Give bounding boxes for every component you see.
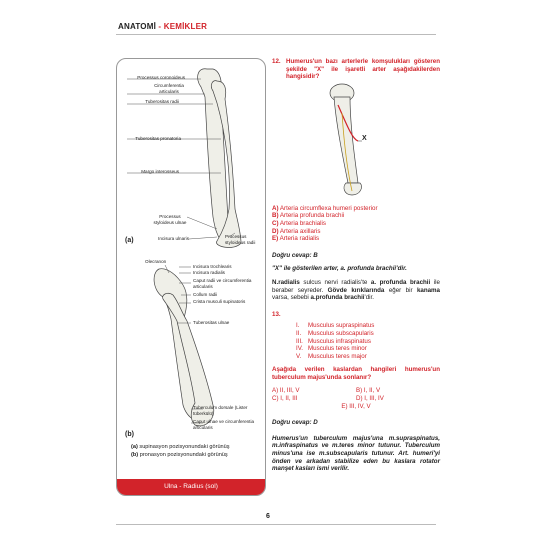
q12-option-e-text: Arteria radialis	[278, 235, 320, 243]
label-margo-interosseus: Margo interosseus	[141, 169, 179, 174]
label-styloideus-radii: Processus styloideus radii	[225, 234, 256, 245]
q12-options	[272, 205, 440, 243]
label-tuberositas-ulnae: Tuberositas ulnae	[193, 320, 230, 325]
q12-option-d[interactable]	[272, 228, 440, 236]
q13-item-1-text: Musculus supraspinatus	[308, 322, 375, 330]
q12-option-c-key: C)	[272, 219, 279, 227]
q13-item-4-num: IV.	[296, 345, 303, 353]
q13-item-5	[296, 353, 440, 361]
q12-option-c-text: Arteria brachialis	[278, 219, 326, 227]
q13-item-2-text: Musculus subscapularis	[308, 329, 374, 337]
figure-legend	[131, 443, 230, 459]
label-incisura-ulnaris: Incisura ulnaris	[158, 236, 189, 241]
q12-option-d-text: Arteria axillaris	[278, 227, 321, 235]
header-subtitle: KEMİKLER	[163, 22, 208, 31]
footer-divider	[116, 524, 436, 525]
header-title: ANATOMİ	[118, 22, 156, 31]
q13-item-4-text: Musculus teres minor	[308, 345, 367, 353]
expl-part4: ile beraber seyreder.	[272, 278, 440, 294]
q13-item-3	[296, 338, 440, 346]
label-crista-supinatoris: Crista musculi supinatoris	[193, 299, 246, 304]
legend-a	[131, 443, 230, 451]
q12-number: 12.	[272, 58, 281, 65]
q13-item-3-text: Musculus infraspinatus	[308, 337, 371, 345]
q13-question	[272, 366, 440, 381]
ulna-radius-figure	[116, 58, 266, 496]
q12-option-d-key: D)	[272, 227, 279, 235]
label-caput-radii: Caput radii ve circumferentia articularis	[193, 278, 252, 289]
q13-explanation: Humerus'un tuberculum majus'una m.supraspinatus, m.infraspinatus ve m.teres minor tutunur. Tuberculum minus'una ise m.subscapularis tutunur. Art. humeri'yi önden ve arkadan stabilize eden bu kaslara rotator manşet kasları ismi verilir.	[272, 434, 440, 473]
expl-aprofunda: a. profunda brachii	[370, 278, 431, 286]
q13-options	[272, 387, 440, 410]
q12-option-a-text: Arteria circumflexa humeri posterior	[278, 204, 378, 212]
label-processus-coronoideus: Processus coronoideus	[137, 75, 185, 80]
expl-kanama: kanama	[416, 286, 440, 294]
expl-part8: varsa, sebebi	[272, 294, 311, 302]
q12-option-a-key: A)	[272, 204, 279, 212]
q13-item-4	[296, 345, 440, 353]
label-tuberositas-pronatoria: Tuberositas pronatoria	[135, 136, 181, 141]
label-tuberositas-radii: Tuberositas radii	[145, 99, 179, 104]
q12-text: Humerus'un bazı arterlerle komşulukları gösteren şekilde "X" ile işaretli arter aşağıdakilerden hangisidir?	[286, 58, 440, 81]
q13-option-b[interactable]: B) I, II, V	[356, 387, 381, 395]
page-number: 6	[266, 513, 270, 520]
label-styloideus-ulnae: Processus styloideus ulnae	[153, 214, 187, 225]
q12-option-b-text: Arteria profunda brachii	[278, 212, 345, 220]
label-collum-radii: Collum radii	[193, 292, 218, 297]
label-circumferentia: Circumferentia articularis	[154, 83, 184, 94]
q12-option-b-key: B)	[272, 212, 279, 220]
q13-item-2-num: II.	[296, 329, 302, 337]
expl-part6: eğer bir	[384, 286, 417, 294]
q12-answer: Doğru cevap: B	[272, 251, 318, 259]
header-divider	[116, 34, 436, 35]
q13-number: 13.	[272, 310, 281, 318]
label-incisura-radialis: Incisura radialis	[193, 270, 225, 275]
label-tuberculum-dorsale: Tuberculum dorsale (Lister tüberkülü)	[193, 405, 248, 416]
q13-item-5-num: V.	[296, 352, 302, 360]
expl-nradialis: N.radialis	[272, 278, 300, 286]
x-marker: X	[362, 134, 367, 142]
label-olecranon: Olecranon	[145, 259, 167, 264]
legend-a-mark: (a)	[131, 444, 138, 450]
label-incisura-trochlearis: Incisura trochlearis	[193, 264, 232, 269]
q12-option-a[interactable]	[272, 205, 440, 213]
legend-b	[131, 451, 230, 459]
q13-item-2	[296, 330, 440, 338]
q12-option-b[interactable]	[272, 212, 440, 220]
q12-option-e[interactable]	[272, 235, 440, 243]
legend-a-text: supinasyon pozisyonundaki görünüş	[137, 444, 230, 450]
humerus-illustration	[272, 83, 440, 201]
expl-govde: Gövde kırıklarında	[327, 286, 385, 294]
legend-b-mark: (b)	[131, 452, 139, 458]
expl-aprofunda2: a.profunda brachii	[310, 294, 365, 302]
q13-item-5-text: Musculus teres major	[308, 352, 367, 360]
q13-item-1	[296, 322, 440, 330]
header-separator: -	[156, 22, 164, 31]
q13-items	[296, 322, 440, 360]
panel-mark-b: (b)	[125, 431, 134, 438]
legend-b-text: pronasyon pozisyonundaki görünüş	[138, 452, 228, 458]
q13-answer: Doğru cevap: D	[272, 419, 318, 427]
q13-item-3-num: III.	[296, 337, 303, 345]
q12-option-e-key: E)	[272, 235, 279, 243]
q12-option-c[interactable]	[272, 220, 440, 228]
humerus-figure	[272, 83, 440, 201]
q13-header	[272, 311, 440, 319]
q13-question-text: Aşağıda verilen kaslardan hangileri humerus'un tuberculum majus'unda sonlanır?	[272, 366, 440, 381]
expl-part2: sulcus nervi radialis'te	[299, 278, 371, 286]
q13-item-1-num: I.	[296, 322, 300, 330]
page-header	[118, 22, 207, 31]
q13-option-e[interactable]: E) III, IV, V	[341, 402, 371, 410]
q12-explanation-bold: "X" ile gösterilen arter, a. profunda brachii'dir.	[272, 265, 407, 273]
q13-option-c[interactable]: C) I, II, III	[272, 395, 298, 403]
q12-explanation	[272, 279, 440, 302]
panel-mark-a: (a)	[125, 237, 134, 244]
expl-part10: 'dir.	[364, 294, 374, 302]
q13-option-a[interactable]: A) II, III, V	[272, 387, 300, 395]
q12-header	[272, 58, 440, 81]
questions-column	[272, 58, 440, 473]
figure-caption: Ulna - Radius (sol)	[117, 479, 265, 495]
q13-option-d[interactable]: D) I, III, IV	[356, 395, 384, 403]
label-caput-ulnae: Caput ulnae ve circumferentia articularis	[193, 419, 255, 430]
